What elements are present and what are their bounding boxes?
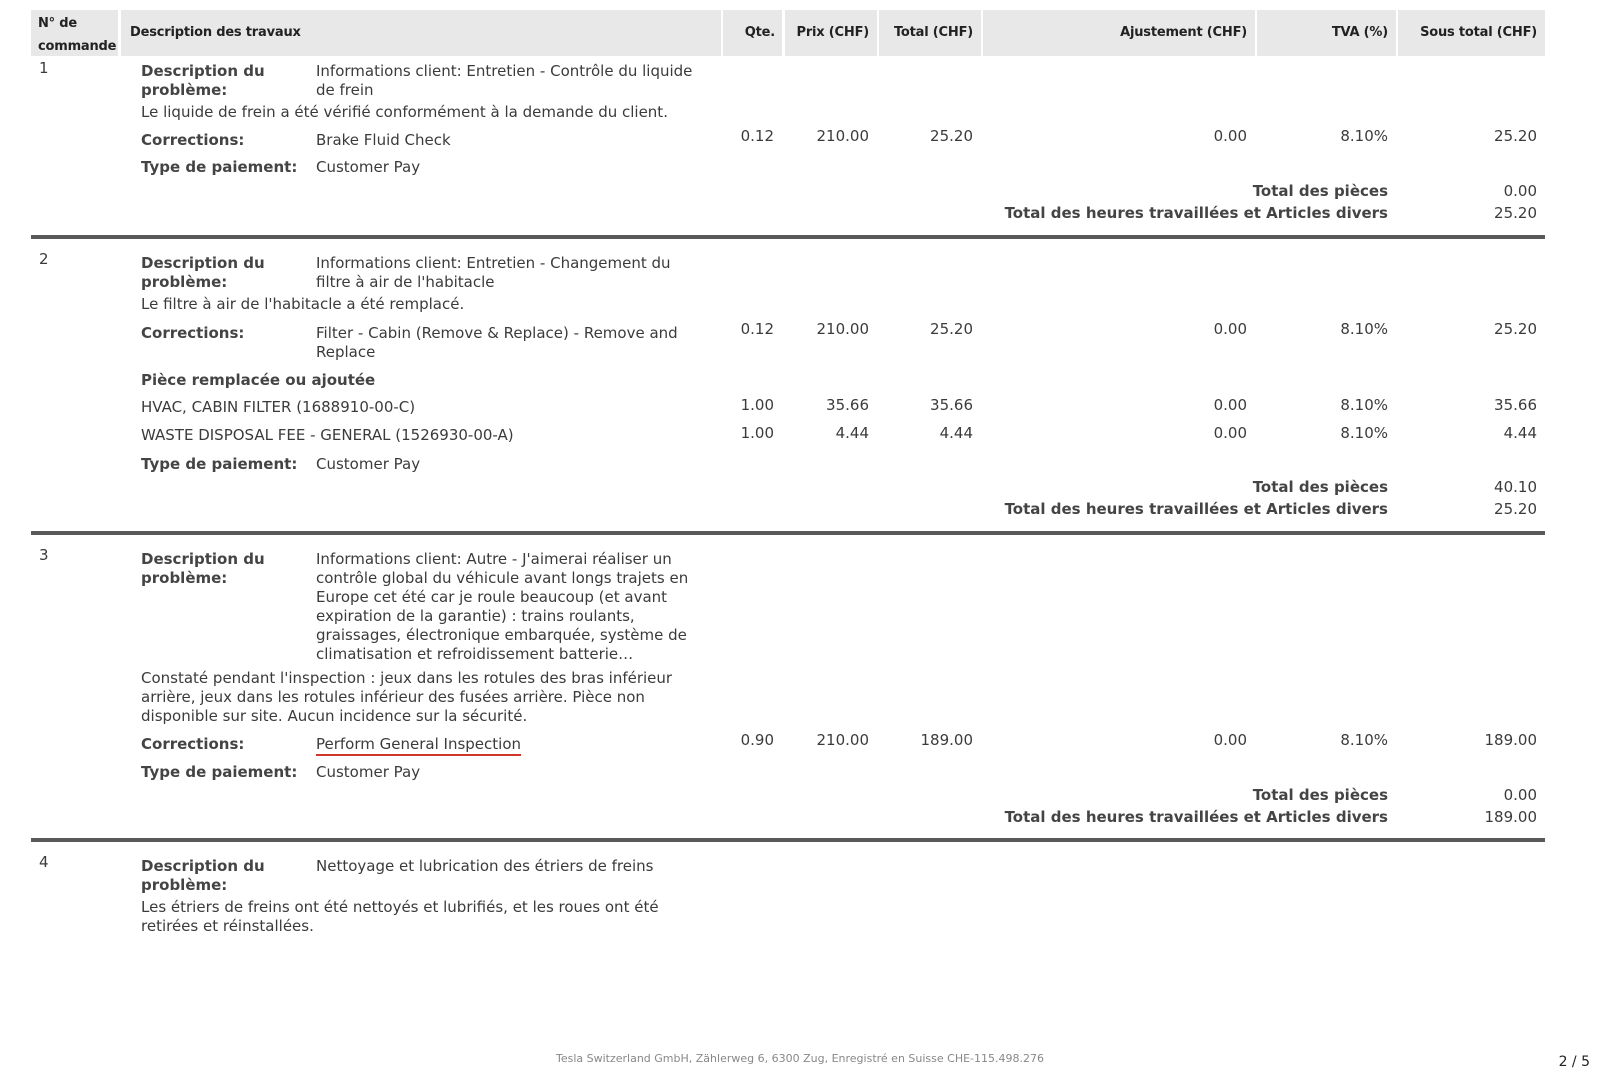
problem-description: Informations client: Autre - J'aimerai réaliser un contrôle global du véhicule avant longs trajets en Europe cet été car je roule beaucoup (et avant expiration de la garantie) : trains roulants, graissages, électronique embarquée, système de climatisation et refroidissement batterie… <box>316 550 689 663</box>
line-price: 210.00 <box>816 320 869 338</box>
payment-label: Type de paiement: <box>141 455 298 473</box>
line-vat: 8.10% <box>1340 320 1388 338</box>
total-parts-label: Total des pièces <box>1252 786 1388 804</box>
order-separator <box>31 838 1545 842</box>
total-labor-value: 189.00 <box>1484 808 1537 826</box>
line-qty: 0.12 <box>740 127 774 145</box>
footer-company-info: Tesla Switzerland GmbH, Zählerweg 6, 6300 Zug, Enregistré en Suisse CHE-115.498.276 <box>555 1052 1044 1065</box>
line-subtotal: 189.00 <box>1484 731 1537 749</box>
finding-text: Le filtre à air de l'habitacle a été remplacé. <box>141 295 465 313</box>
total-labor-value: 25.20 <box>1494 204 1537 222</box>
total-parts-value: 0.00 <box>1503 786 1537 804</box>
total-labor-label: Total des heures travaillées et Articles divers <box>1004 204 1388 222</box>
problem-label: Description du problème: <box>141 254 265 291</box>
header-order-no: N° de commande <box>38 16 117 54</box>
part-name: HVAC, CABIN FILTER (1688910-00-C) <box>141 398 416 416</box>
finding-text: Constaté pendant l'inspection : jeux dans les rotules des bras inférieur arrière, jeux dans les rotules inférieur des fusées arrière. Pièce non disponible sur site. Aucun incidence sur la sécurité. <box>141 669 673 725</box>
line-qty: 0.12 <box>740 320 774 338</box>
line-total: 25.20 <box>930 320 973 338</box>
part-adjustment: 0.00 <box>1213 396 1247 414</box>
total-parts-value: 0.00 <box>1503 182 1537 200</box>
corrections-label: Corrections: <box>141 324 245 342</box>
part-price: 4.44 <box>835 424 869 442</box>
correction-text: Brake Fluid Check <box>316 131 451 149</box>
part-price: 35.66 <box>826 396 869 414</box>
problem-description: Nettoyage et lubrication des étriers de freins <box>316 857 654 875</box>
line-vat: 8.10% <box>1340 731 1388 749</box>
order-separator <box>31 235 1545 239</box>
part-qty: 1.00 <box>740 396 774 414</box>
line-price: 210.00 <box>816 731 869 749</box>
line-subtotal: 25.20 <box>1494 127 1537 145</box>
order-number: 1 <box>39 59 49 77</box>
total-parts-label: Total des pièces <box>1252 478 1388 496</box>
correction-text: Filter - Cabin (Remove & Replace) - Remove and Replace <box>316 324 678 361</box>
total-parts-label: Total des pièces <box>1252 182 1388 200</box>
payment-type: Customer Pay <box>316 455 421 473</box>
payment-label: Type de paiement: <box>141 158 298 176</box>
header-qty: Qte. <box>744 25 775 40</box>
header-subtotal: Sous total (CHF) <box>1420 25 1537 40</box>
finding-text: Le liquide de frein a été vérifié conformément à la demande du client. <box>141 103 668 121</box>
line-total: 189.00 <box>920 731 973 749</box>
corrections-label: Corrections: <box>141 131 245 149</box>
line-adjustment: 0.00 <box>1213 731 1247 749</box>
part-qty: 1.00 <box>740 424 774 442</box>
order-number: 2 <box>39 250 49 268</box>
correction-text: Perform General Inspection <box>316 735 522 753</box>
problem-description: Informations client: Entretien - Changement du filtre à air de l'habitacle <box>316 254 671 291</box>
line-adjustment: 0.00 <box>1213 127 1247 145</box>
header-price: Prix (CHF) <box>796 25 869 40</box>
part-name: WASTE DISPOSAL FEE - GENERAL (1526930-00-A) <box>141 426 514 444</box>
payment-type: Customer Pay <box>316 763 421 781</box>
total-labor-label: Total des heures travaillées et Articles divers <box>1004 808 1388 826</box>
corrections-label: Corrections: <box>141 735 245 753</box>
order-number: 3 <box>39 546 49 564</box>
line-qty: 0.90 <box>740 731 774 749</box>
header-vat: TVA (%) <box>1331 25 1388 40</box>
problem-description: Informations client: Entretien - Contrôle du liquide de frein <box>316 62 693 99</box>
page-number: 2 / 5 <box>1558 1054 1590 1070</box>
part-vat: 8.10% <box>1340 396 1388 414</box>
payment-label: Type de paiement: <box>141 763 298 781</box>
line-subtotal: 25.20 <box>1494 320 1537 338</box>
header-adjustment: Ajustement (CHF) <box>1120 25 1247 40</box>
header-description: Description des travaux <box>130 25 301 40</box>
problem-label: Description du problème: <box>141 857 265 894</box>
part-total: 4.44 <box>939 424 973 442</box>
total-labor-label: Total des heures travaillées et Articles divers <box>1004 500 1388 518</box>
part-adjustment: 0.00 <box>1213 424 1247 442</box>
order-separator <box>31 531 1545 535</box>
part-total: 35.66 <box>930 396 973 414</box>
payment-type: Customer Pay <box>316 158 421 176</box>
header-total: Total (CHF) <box>893 25 973 40</box>
total-labor-value: 25.20 <box>1494 500 1537 518</box>
part-vat: 8.10% <box>1340 424 1388 442</box>
line-vat: 8.10% <box>1340 127 1388 145</box>
problem-label: Description du problème: <box>141 62 265 99</box>
finding-text: Les étriers de freins ont été nettoyés et lubrifiés, et les roues ont été retirées et réinstallées. <box>141 898 659 935</box>
part-subtotal: 4.44 <box>1503 424 1537 442</box>
order-number: 4 <box>39 853 49 871</box>
total-parts-value: 40.10 <box>1494 478 1537 496</box>
parts-replaced-label: Pièce remplacée ou ajoutée <box>141 371 376 389</box>
line-price: 210.00 <box>816 127 869 145</box>
problem-label: Description du problème: <box>141 550 265 587</box>
line-adjustment: 0.00 <box>1213 320 1247 338</box>
line-total: 25.20 <box>930 127 973 145</box>
part-subtotal: 35.66 <box>1494 396 1537 414</box>
